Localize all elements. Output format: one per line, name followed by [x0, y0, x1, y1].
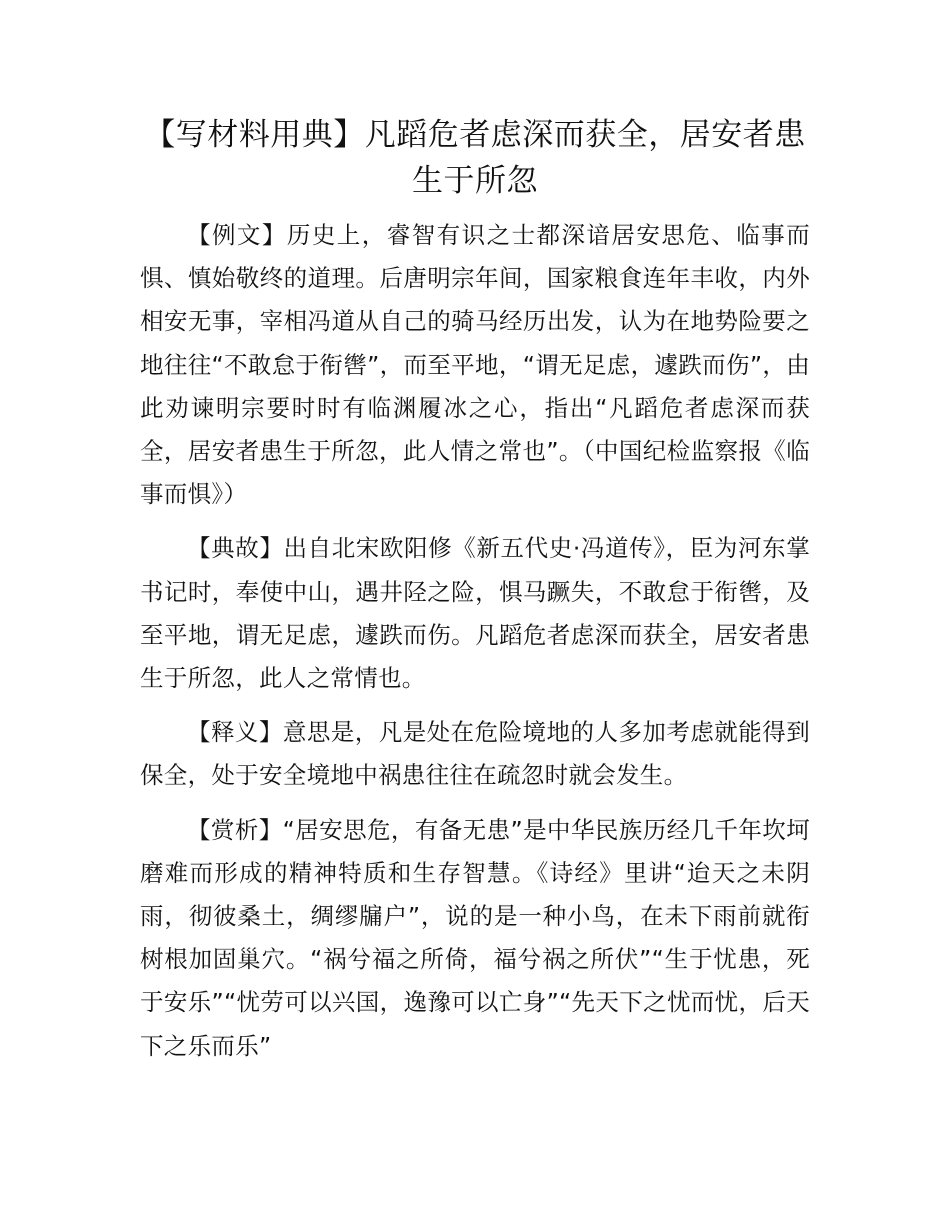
paragraph-text: 意思是，凡是处在危险境地的人多加考虑就能得到保全，处于安全境地中祸患往往在疏忽时就会发生。: [140, 718, 810, 790]
paragraph-text: 出自北宋欧阳修《新五代史·冯道传》，臣为河东掌书记时，奉使中山，遇井陉之险，惧马蹶失，不敢怠于衔辔，及至平地，谓无足虑，遽跌而伤。凡蹈危者虑深而获全，居安者患生于所忽，此人之常情也。: [140, 534, 811, 693]
paragraph-tag: 【例文】: [187, 221, 287, 249]
paragraph-tag: 【典故】: [187, 534, 284, 563]
document-title: 【写材料用典】凡蹈危者虑深而获全，居安者患生于所忽: [144, 117, 806, 199]
paragraph-text: “居安思危，有备无患”是中华民族历经几千年坎坷磨难而形成的精神特质和生存智慧。《诗经》里讲“迨天之未阴雨，彻彼桑土，绸缪牖户”，说的是一种小鸟，在未下雨前就衔树根加固巢穴。“祸兮福之所倚，福兮祸之所伏”“生于忧患，死于安乐”“忧劳可以兴国，逸豫可以亡身”“先天下之忧而忧，后天下之乐而乐”: [140, 815, 810, 1060]
paragraph-allusion: [140, 527, 810, 700]
paragraph-text: 历史上，睿智有识之士都深谙居安思危、临事而惧、慎始敬终的道理。后唐明宗年间，国家粮食连年丰收，内外相安无事，宰相冯道从自己的骑马经历出发，认为在地势险要之地往往“不敢怠于衔辔”，而至平地，“谓无足虑，遽跌而伤”，由此劝谏明宗要时时有临渊履冰之心，指出“凡蹈危者虑深而获全，居安者患生于所忽，此人情之常也”。（中国纪检监察报《临事而惧》）: [140, 221, 810, 509]
document-body: [140, 214, 810, 1079]
paragraph-meaning: [140, 711, 810, 797]
paragraph-tag: 【释义】: [187, 718, 283, 747]
paragraph-tag: 【赏析】: [187, 815, 283, 844]
paragraph-example: [140, 214, 810, 516]
paragraph-appreciation: [140, 809, 810, 1068]
